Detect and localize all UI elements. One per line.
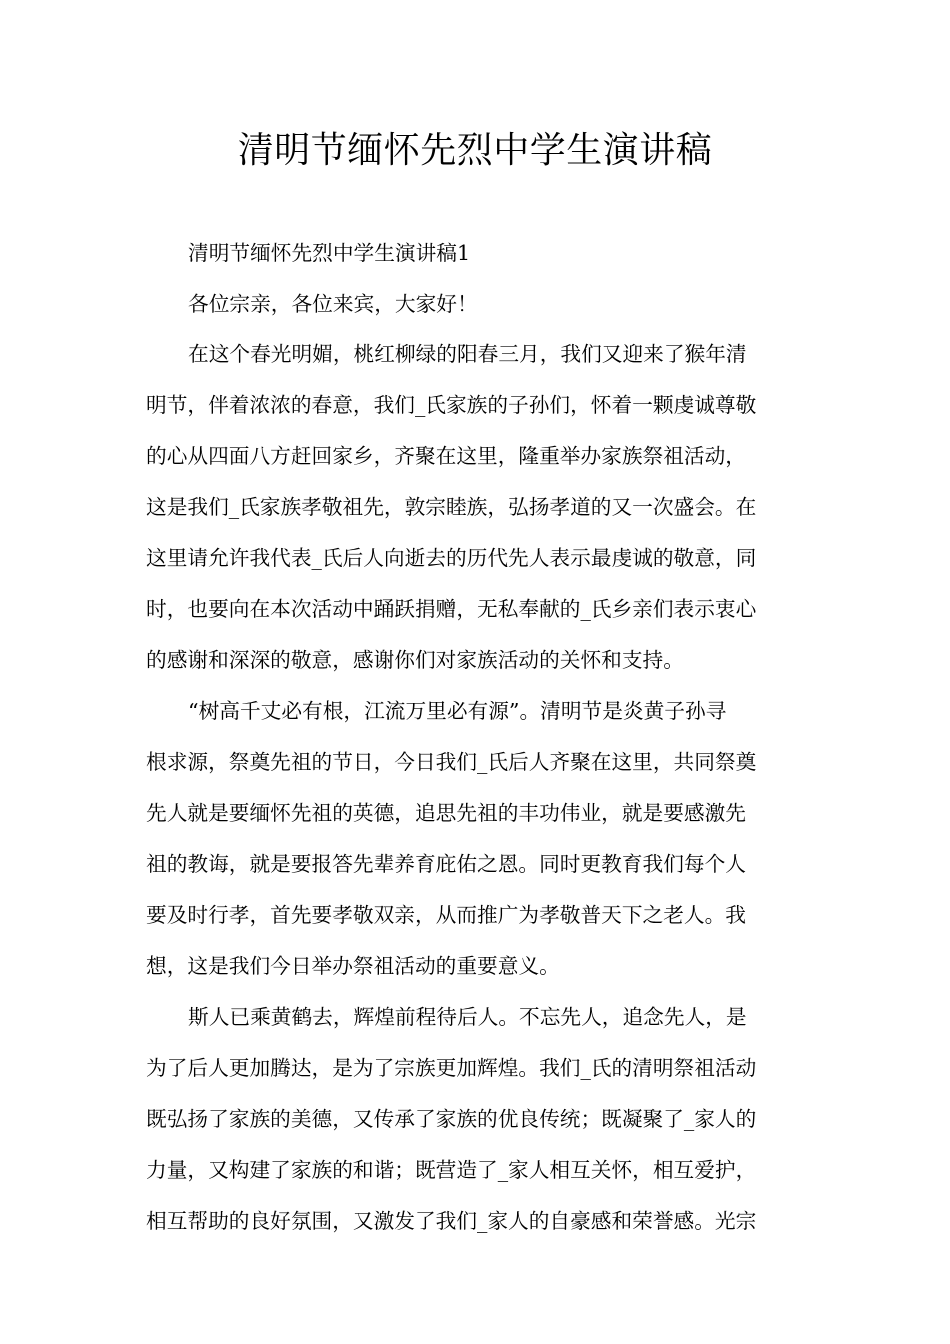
paragraph-line: “树高千丈必有根，江流万里必有源”。清明节是炎黄子孙寻 [188, 699, 727, 723]
paragraph-line: 时，也要向在本次活动中踊跃捐赠，无私奉献的_氏乡亲们表示衷心 [146, 597, 757, 621]
paragraph-line: 先人就是要缅怀先祖的英德，追思先祖的丰功伟业，就是要感激先 [146, 801, 746, 825]
paragraph-1 [146, 337, 810, 694]
subtitle: 清明节缅怀先烈中学生演讲稿1 [188, 241, 471, 265]
paragraph-line: 要及时行孝，首先要孝敬双亲，从而推广为孝敬普天下之老人。我 [146, 903, 746, 927]
paragraph-line: 这里请允许我代表_氏后人向逝去的历代先人表示最虔诚的敬意，同 [146, 546, 757, 570]
paragraph-line: 这是我们_氏家族孝敬祖先，敦宗睦族，弘扬孝道的又一次盛会。在 [146, 495, 757, 519]
paragraph-line: 祖的教诲，就是要报答先辈养育庇佑之恩。同时更教育我们每个人 [146, 852, 746, 876]
greeting: 各位宗亲，各位来宾，大家好！ [188, 292, 478, 316]
paragraph-line: 想，这是我们今日举办祭祖活动的重要意义。 [146, 954, 560, 978]
paragraph-line: 的感谢和深深的敬意，感谢你们对家族活动的关怀和支持。 [146, 648, 684, 672]
paragraph-line: 斯人已乘黄鹤去，辉煌前程待后人。不忘先人，追念先人，是 [188, 1005, 747, 1029]
paragraph-line: 为了后人更加腾达，是为了宗族更加辉煌。我们_氏的清明祭祖活动 [146, 1056, 757, 1080]
paragraph-line: 在这个春光明媚，桃红柳绿的阳春三月，我们又迎来了猴年清 [188, 342, 747, 366]
document-title: 清明节缅怀先烈中学生演讲稿 [237, 130, 713, 171]
paragraph-line: 明节，伴着浓浓的春意，我们_氏家族的子孙们，怀着一颗虔诚尊敬 [146, 393, 757, 417]
paragraph-line: 的心从四面八方赶回家乡，齐聚在这里，隆重举办家族祭祖活动， [146, 444, 746, 468]
paragraph-3 [146, 1000, 810, 1255]
paragraph-line: 既弘扬了家族的美德，又传承了家族的优良传统；既凝聚了_家人的 [146, 1107, 757, 1131]
paragraph-line: 根求源，祭奠先祖的节日，今日我们_氏后人齐聚在这里，共同祭奠 [146, 750, 757, 774]
paragraph-line: 力量，又构建了家族的和谐；既营造了_家人相互关怀，相互爱护， [146, 1158, 757, 1182]
paragraph-2 [146, 694, 810, 1000]
document-body [146, 236, 810, 1255]
paragraph-line: 相互帮助的良好氛围，又激发了我们_家人的自豪感和荣誉感。光宗 [146, 1209, 757, 1233]
